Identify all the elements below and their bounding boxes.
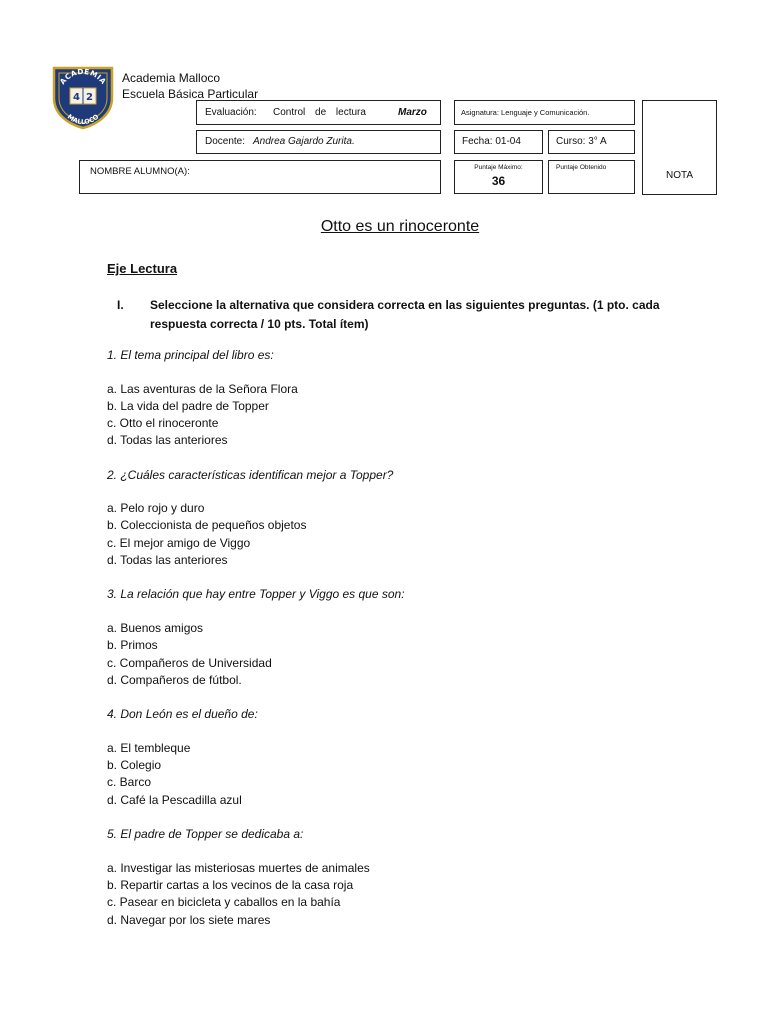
option-3a[interactable]: a. Buenos amigos bbox=[107, 621, 204, 635]
puntaje-maximo-value: 36 bbox=[491, 174, 506, 188]
nombre-alumno-label: NOMBRE ALUMNO(A): bbox=[90, 166, 190, 177]
docente-box bbox=[196, 130, 441, 154]
fecha-text: Fecha: 01-04 bbox=[462, 136, 521, 147]
svg-text:2: 2 bbox=[86, 92, 93, 103]
evaluacion-value: Control de lectura bbox=[273, 107, 366, 118]
school-name: Academia Malloco bbox=[122, 71, 221, 85]
option-2d[interactable]: d. Todas las anteriores bbox=[107, 553, 228, 567]
docente-value: Andrea Gajardo Zurita. bbox=[253, 136, 355, 147]
docente-label: Docente: bbox=[205, 136, 246, 147]
school-type: Escuela Básica Particular bbox=[122, 87, 259, 101]
option-1d[interactable]: d. Todas las anteriores bbox=[107, 433, 228, 447]
nota-box bbox=[642, 100, 717, 195]
fecha-box bbox=[454, 130, 543, 154]
instruction-text: Seleccione la alternativa que considera correcta en las siguientes preguntas. (1 pto. cada respuesta correcta / 10 pts. Total ítem) bbox=[150, 298, 660, 331]
nombre-alumno-box[interactable] bbox=[79, 160, 441, 194]
puntaje-maximo-label: Puntaje Máximo: bbox=[474, 164, 523, 171]
svg-text:4: 4 bbox=[73, 92, 80, 103]
option-5c[interactable]: c. Pasear en bicicleta y caballos en la bahía bbox=[107, 895, 341, 909]
option-5b[interactable]: b. Repartir cartas a los vecinos de la casa roja bbox=[107, 878, 354, 892]
question-3: 3. La relación que hay entre Topper y Viggo es que son: bbox=[107, 587, 405, 601]
puntaje-obtenido-box[interactable] bbox=[548, 160, 635, 194]
option-4c[interactable]: c. Barco bbox=[107, 775, 152, 789]
option-1c[interactable]: c. Otto el rinoceronte bbox=[107, 416, 219, 430]
question-2: 2. ¿Cuáles características identifican mejor a Topper? bbox=[107, 468, 394, 482]
curso-text: Curso: 3° A bbox=[556, 136, 607, 147]
page-title: Otto es un rinoceronte bbox=[320, 218, 480, 235]
instruction-number: I. bbox=[117, 298, 124, 312]
evaluacion-box bbox=[196, 100, 441, 125]
question-5: 5. El padre de Topper se dedicaba a: bbox=[107, 827, 304, 841]
svg-text:ACADEMIA: ACADEMIA bbox=[57, 66, 109, 87]
option-3d[interactable]: d. Compañeros de fútbol. bbox=[107, 673, 242, 687]
asignatura-text: Asignatura: Lenguaje y Comunicación. bbox=[461, 108, 590, 117]
curso-box bbox=[548, 130, 635, 154]
evaluacion-label: Evaluación: bbox=[205, 107, 257, 118]
option-2c[interactable]: c. El mejor amigo de Viggo bbox=[107, 536, 251, 550]
option-5d[interactable]: d. Navegar por los siete mares bbox=[107, 913, 271, 927]
evaluacion-month: Marzo bbox=[398, 107, 427, 118]
option-1b[interactable]: b. La vida del padre de Topper bbox=[107, 399, 269, 413]
option-3b[interactable]: b. Primos bbox=[107, 638, 158, 652]
question-1: 1. El tema principal del libro es: bbox=[107, 348, 274, 362]
option-4b[interactable]: b. Colegio bbox=[107, 758, 162, 772]
puntaje-maximo-box bbox=[454, 160, 543, 194]
nota-label: NOTA bbox=[665, 170, 694, 181]
option-2b[interactable]: b. Coleccionista de pequeños objetos bbox=[107, 518, 307, 532]
option-4d[interactable]: d. Café la Pescadilla azul bbox=[107, 793, 242, 807]
asignatura-box bbox=[454, 100, 635, 125]
option-5a[interactable]: a. Investigar las misteriosas muertes de animales bbox=[107, 861, 370, 875]
option-1a[interactable]: a. Las aventuras de la Señora Flora bbox=[107, 382, 298, 396]
puntaje-obtenido-label: Puntaje Obtenido bbox=[556, 164, 607, 171]
option-2a[interactable]: a. Pelo rojo y duro bbox=[107, 501, 205, 515]
school-crest-icon bbox=[50, 64, 116, 130]
section-heading: Eje Lectura bbox=[107, 261, 178, 276]
option-4a[interactable]: a. El tembleque bbox=[107, 741, 191, 755]
svg-text:MALLOCO: MALLOCO bbox=[65, 112, 101, 127]
option-3c[interactable]: c. Compañeros de Universidad bbox=[107, 656, 272, 670]
question-4: 4. Don León es el dueño de: bbox=[107, 707, 258, 721]
